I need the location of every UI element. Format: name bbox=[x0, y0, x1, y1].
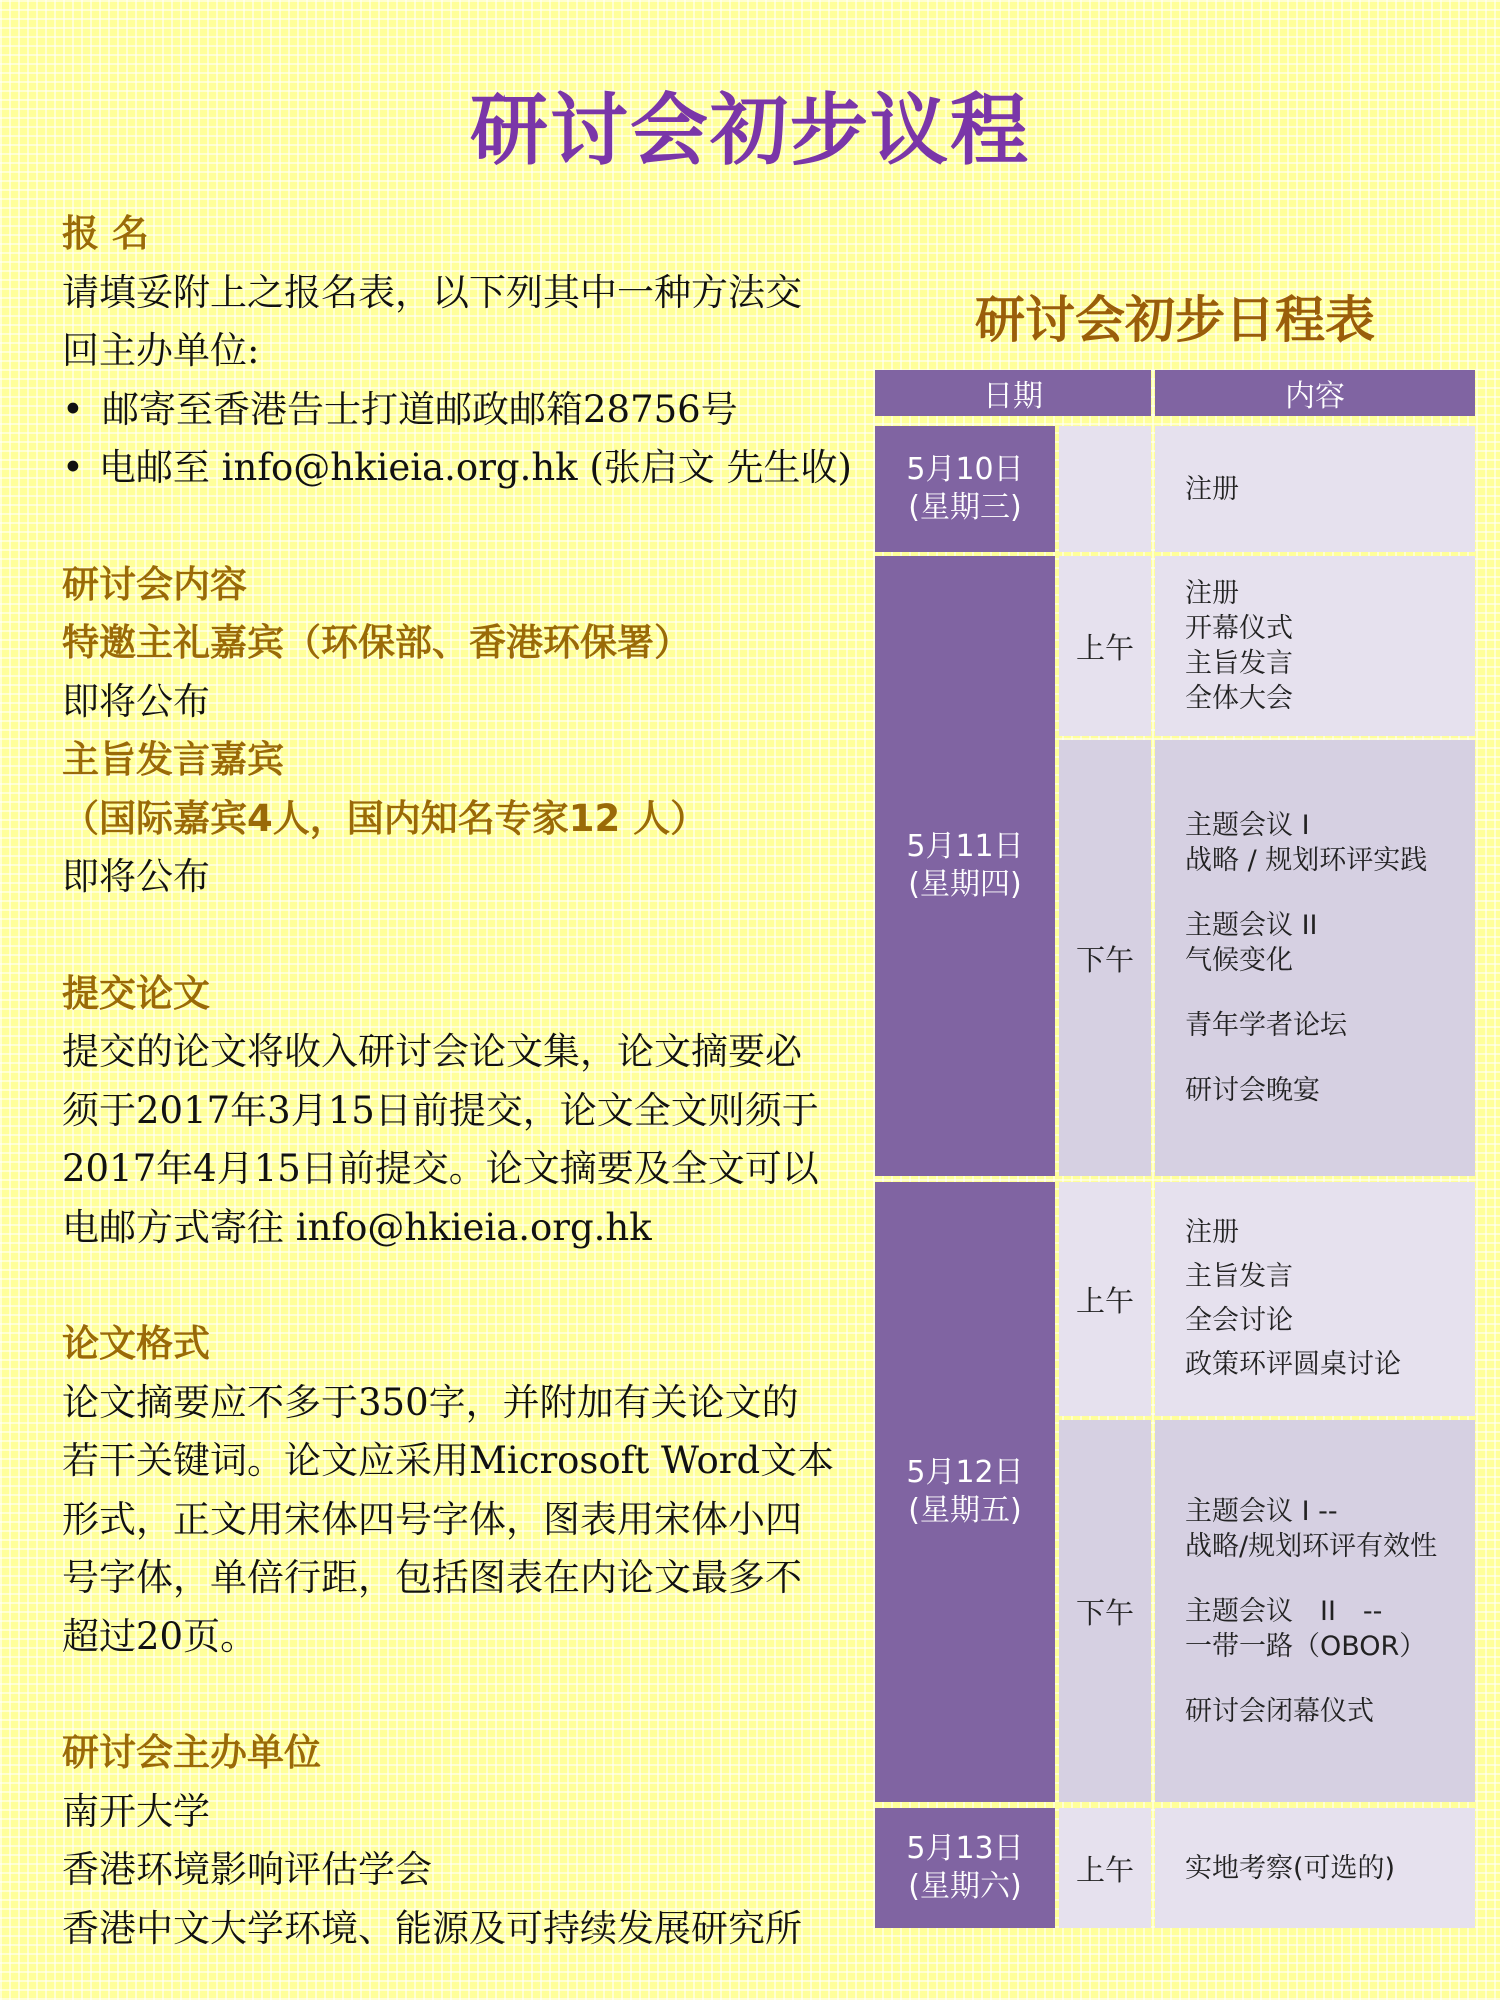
agenda-item: 全体大会 bbox=[1185, 683, 1293, 714]
agenda-item: 一带一路（OBOR） bbox=[1185, 1630, 1427, 1662]
period-am: 上午 bbox=[1059, 1182, 1151, 1416]
header-date: 日期 bbox=[875, 370, 1151, 416]
date-cell-may10 bbox=[875, 426, 1055, 552]
format-line: 超过20页。 bbox=[62, 1614, 258, 1658]
agenda-item: 注册 bbox=[1185, 578, 1239, 609]
keynote-heading: 主旨发言嘉宾 bbox=[62, 738, 284, 781]
date-text: 5月13日 bbox=[906, 1831, 1024, 1866]
bullet-dot: • bbox=[62, 446, 84, 489]
organizers-heading: 研讨会主办单位 bbox=[62, 1731, 321, 1774]
organizer-item: 香港环境影响评估学会 bbox=[62, 1848, 432, 1891]
submission-line: 2017年4月15日前提交。论文摘要及全文可以 bbox=[62, 1147, 819, 1190]
format-line: 形式，正文用宋体四号字体，图表用宋体小四 bbox=[62, 1497, 802, 1541]
submission-line: 电邮方式寄往 info@hkieia.org.hk bbox=[62, 1205, 652, 1249]
period-am: 上午 bbox=[1059, 1808, 1151, 1928]
agenda-item: 战略/规划环评有效性 bbox=[1185, 1530, 1438, 1562]
bullet-dot: • bbox=[62, 387, 84, 431]
weekday-text: (星期四) bbox=[908, 867, 1022, 902]
agenda-item: 研讨会晚宴 bbox=[1185, 1075, 1320, 1106]
submission-heading: 提交论文 bbox=[62, 971, 210, 1015]
registration-heading: 报 名 bbox=[62, 212, 149, 255]
format-line: 若干关键词。论文应采用Microsoft Word文本 bbox=[62, 1439, 835, 1482]
organizer-item: 南开大学 bbox=[62, 1789, 210, 1833]
content-cell-may13 bbox=[1155, 1808, 1475, 1928]
period-pm: 下午 bbox=[1059, 1420, 1151, 1802]
registration-line-1: 请填妥附上之报名表，以下列其中一种方法交 bbox=[62, 270, 802, 314]
content-cell-may12-pm bbox=[1155, 1420, 1475, 1802]
bullet-item bbox=[62, 381, 852, 440]
agenda-item: 注册 bbox=[1185, 1217, 1239, 1248]
bullet-text: 邮寄至香港告士打道邮政邮箱28756号 bbox=[102, 387, 738, 431]
registration-line-2: 回主办单位: bbox=[62, 329, 260, 372]
bullet-item bbox=[62, 439, 852, 498]
weekday-text: (星期五) bbox=[908, 1493, 1022, 1528]
weekday-text: (星期三) bbox=[908, 490, 1022, 525]
agenda-item: 主旨发言 bbox=[1185, 1261, 1293, 1292]
agenda-item: 实地考察(可选的) bbox=[1185, 1852, 1396, 1884]
content-cell-may11-pm bbox=[1155, 740, 1475, 1176]
page-title: 研讨会初步议程 bbox=[469, 86, 1030, 176]
guest-text: 即将公布 bbox=[62, 679, 210, 723]
format-line: 论文摘要应不多于350字，并附加有关论文的 bbox=[62, 1380, 799, 1424]
left-column bbox=[62, 205, 852, 1958]
date-cell-may13 bbox=[875, 1808, 1055, 1928]
submission-line: 须于2017年3月15日前提交，论文全文则须于 bbox=[62, 1088, 819, 1132]
content-heading: 研讨会内容 bbox=[62, 562, 247, 606]
date-text: 5月12日 bbox=[906, 1455, 1024, 1490]
content-cell-may12-am bbox=[1155, 1182, 1475, 1416]
header-content: 内容 bbox=[1155, 370, 1475, 416]
format-heading: 论文格式 bbox=[62, 1322, 210, 1365]
agenda-item: 政策环评圆桌讨论 bbox=[1185, 1349, 1401, 1380]
submission-line: 提交的论文将收入研讨会论文集，论文摘要必 bbox=[62, 1030, 802, 1073]
agenda-item: 主题会议 II -- bbox=[1185, 1595, 1383, 1627]
agenda-item: 注册 bbox=[1185, 473, 1239, 505]
keynote-sub: （国际嘉宾4人，国内知名专家12 人） bbox=[62, 796, 708, 840]
agenda-item: 主题会议 II bbox=[1185, 910, 1318, 941]
date-cell-may12 bbox=[875, 1182, 1055, 1802]
weekday-text: (星期六) bbox=[908, 1869, 1022, 1904]
agenda-item: 青年学者论坛 bbox=[1185, 1010, 1347, 1041]
period-pm: 下午 bbox=[1059, 740, 1151, 1176]
date-text: 5月10日 bbox=[906, 452, 1024, 487]
organizer-item: 香港中文大学环境、能源及可持续发展研究所 bbox=[62, 1906, 802, 1950]
content-cell-may10 bbox=[1155, 426, 1475, 552]
agenda-item: 主题会议 I -- bbox=[1185, 1495, 1338, 1527]
period-cell-empty bbox=[1059, 426, 1151, 552]
bullet-text: 电邮至 info@hkieia.org.hk (张启文 先生收) bbox=[98, 446, 852, 489]
agenda-item: 开幕仪式 bbox=[1185, 613, 1293, 644]
agenda-item: 战略 / 规划环评实践 bbox=[1185, 845, 1428, 876]
agenda-item: 气候变化 bbox=[1185, 945, 1293, 976]
date-text: 5月11日 bbox=[906, 829, 1024, 864]
agenda-item: 研讨会闭幕仪式 bbox=[1185, 1695, 1374, 1727]
guest-heading: 特邀主礼嘉宾（环保部、香港环保署） bbox=[62, 621, 691, 664]
agenda-item: 主旨发言 bbox=[1185, 648, 1293, 679]
agenda-item: 全会讨论 bbox=[1185, 1305, 1293, 1336]
content-cell-may11-am bbox=[1155, 556, 1475, 736]
agenda-item: 主题会议 I bbox=[1185, 810, 1310, 841]
schedule-title: 研讨会初步日程表 bbox=[975, 291, 1375, 349]
format-line: 号字体，单倍行距，包括图表在内论文最多不 bbox=[62, 1556, 802, 1599]
keynote-text: 即将公布 bbox=[62, 855, 210, 898]
date-cell-may11 bbox=[875, 556, 1055, 1176]
period-am: 上午 bbox=[1059, 556, 1151, 736]
